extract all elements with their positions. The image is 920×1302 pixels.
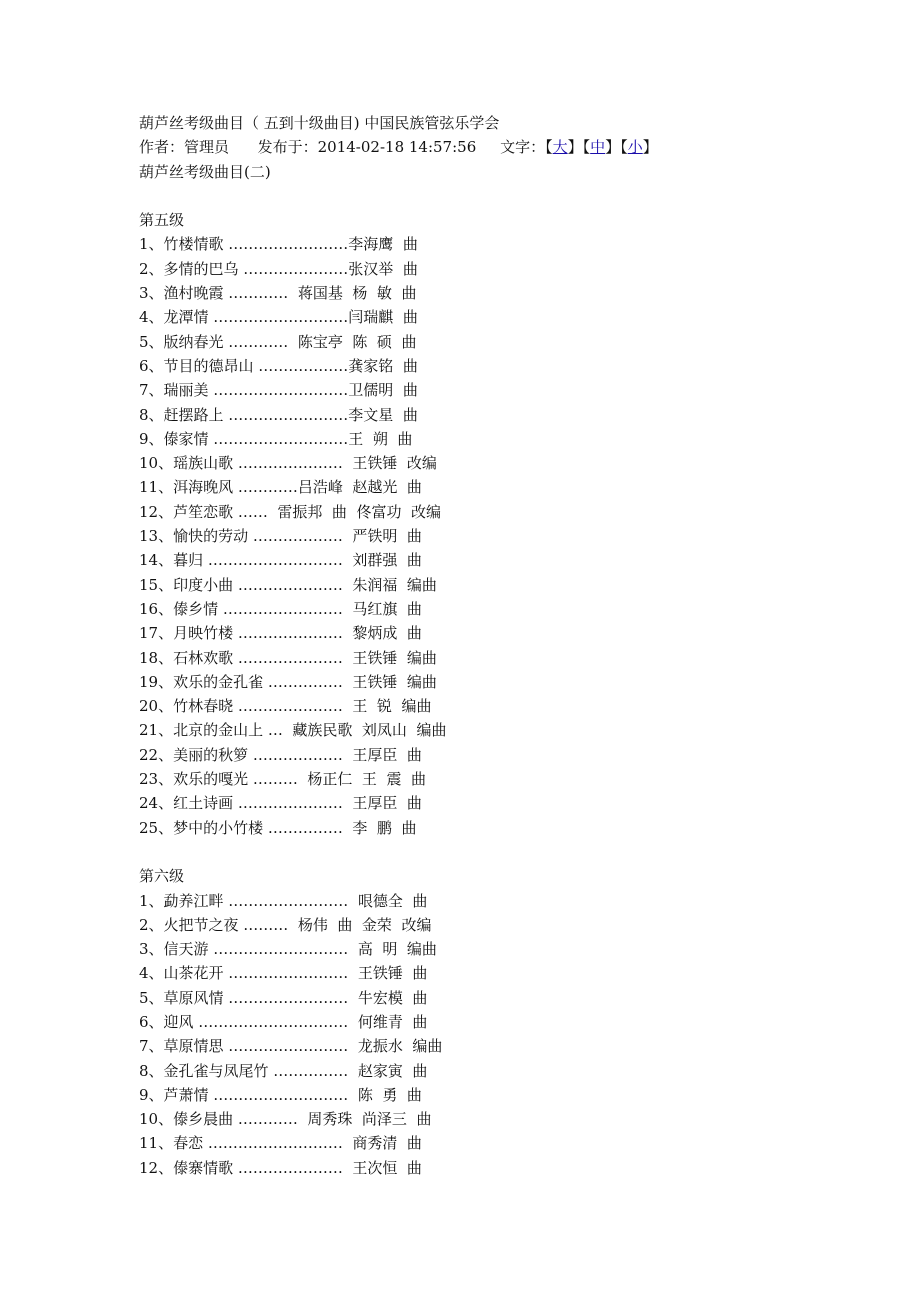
document-subtitle: 葫芦丝考级曲目(二) — [139, 162, 271, 181]
bracket-close: 】 — [642, 138, 658, 157]
piece-item: 3、信天游 ……………………… 高 明 编曲 — [139, 940, 437, 959]
piece-item: 18、石林欢歌 ………………… 王铁锤 编曲 — [139, 648, 437, 667]
piece-item: 1、竹楼情歌 ……………………李海鹰 曲 — [139, 235, 418, 254]
piece-item: 21、北京的金山上 … 藏族民歌 刘凤山 编曲 — [139, 721, 447, 740]
piece-item: 6、节目的德昂山 ………………龚家铭 曲 — [139, 356, 418, 375]
piece-item: 9、傣家情 ………………………王 朔 曲 — [139, 429, 413, 448]
document-title: 葫芦丝考级曲目（ 五到十级曲目) 中国民族管弦乐学会 — [139, 114, 500, 132]
piece-item: 7、草原情思 …………………… 龙振水 编曲 — [139, 1037, 443, 1056]
level-section — [139, 864, 879, 1180]
font-size-large-link[interactable]: 大 — [552, 138, 568, 157]
piece-item: 25、梦中的小竹楼 …………… 李 鹏 曲 — [139, 818, 417, 837]
piece-item: 4、山茶花开 …………………… 王铁锤 曲 — [139, 964, 428, 983]
piece-item: 5、版纳春光 ………… 陈宝亭 陈 硕 曲 — [139, 332, 417, 351]
piece-item: 4、龙潭情 ………………………闫瑞麒 曲 — [139, 308, 418, 327]
piece-item: 16、傣乡情 …………………… 马红旗 曲 — [139, 599, 422, 618]
piece-item: 14、暮归 ……………………… 刘群强 曲 — [139, 551, 422, 570]
piece-item: 9、芦萧情 ……………………… 陈 勇 曲 — [139, 1085, 422, 1104]
piece-item: 2、多情的巴乌 …………………张汉举 曲 — [139, 259, 418, 278]
piece-item: 24、红土诗画 ………………… 王厚臣 曲 — [139, 794, 422, 813]
author: 作者：管理员 — [139, 138, 230, 157]
bracket-open: 【 — [620, 138, 628, 157]
piece-item: 13、愉快的劳动 ……………… 严铁明 曲 — [139, 527, 422, 546]
piece-item: 1、勐养江畔 …………………… 哏德全 曲 — [139, 891, 428, 910]
level-heading: 第六级 — [139, 867, 185, 886]
piece-list — [139, 889, 879, 1181]
published-time: 发布于：2014-02-18 14:57:56 — [257, 138, 477, 157]
piece-item: 7、瑞丽美 ………………………卫儒明 曲 — [139, 381, 418, 400]
document-body — [139, 111, 879, 1180]
piece-item: 11、春恋 ……………………… 商秀清 曲 — [139, 1134, 422, 1153]
piece-item: 12、芦笙恋歌 …… 雷振邦 曲 佟富功 改编 — [139, 502, 442, 521]
piece-item: 19、欢乐的金孔雀 …………… 王铁锤 编曲 — [139, 672, 437, 691]
piece-item: 22、美丽的秋箩 ……………… 王厚臣 曲 — [139, 745, 422, 764]
piece-list — [139, 232, 879, 839]
spacer — [139, 184, 879, 208]
piece-item: 10、瑶族山歌 ………………… 王铁锤 改编 — [139, 454, 437, 473]
bracket-close: 】 — [605, 138, 621, 157]
piece-item: 10、傣乡晨曲 ………… 周秀珠 尚泽三 曲 — [139, 1110, 432, 1129]
font-size-small-link[interactable]: 小 — [627, 138, 643, 157]
bracket-open: 【 — [582, 138, 591, 157]
piece-item: 8、金孔雀与凤尾竹 …………… 赵家寅 曲 — [139, 1061, 428, 1080]
piece-item: 2、火把节之夜 ……… 杨伟 曲 金荣 改编 — [139, 915, 432, 934]
spacer — [139, 840, 879, 864]
piece-item: 11、洱海晚风 …………吕浩峰 赵越光 曲 — [139, 478, 422, 497]
font-size-medium-link[interactable]: 中 — [590, 138, 606, 157]
piece-item: 6、迎风 ………………………… 何维青 曲 — [139, 1012, 428, 1031]
piece-item: 8、赶摆路上 ……………………李文星 曲 — [139, 405, 418, 424]
bracket-open: 【 — [545, 138, 553, 157]
level-heading: 第五级 — [139, 211, 185, 230]
piece-item: 23、欢乐的嘎光 ……… 杨正仁 王 震 曲 — [139, 770, 427, 789]
piece-item: 17、月映竹楼 ………………… 黎炳成 曲 — [139, 624, 422, 643]
bracket-close: 】 — [567, 138, 583, 157]
document-meta — [139, 135, 879, 159]
piece-item: 15、印度小曲 ………………… 朱润福 编曲 — [139, 575, 437, 594]
piece-item: 20、竹林春晓 ………………… 王 锐 编曲 — [139, 697, 432, 716]
piece-item: 12、傣寨情歌 ………………… 王次恒 曲 — [139, 1158, 422, 1177]
text-size-label: 文字： — [500, 138, 546, 157]
piece-item: 3、渔村晚霞 ………… 蒋国基 杨 敏 曲 — [139, 284, 417, 303]
level-section — [139, 208, 879, 840]
piece-item: 5、草原风情 …………………… 牛宏模 曲 — [139, 988, 428, 1007]
